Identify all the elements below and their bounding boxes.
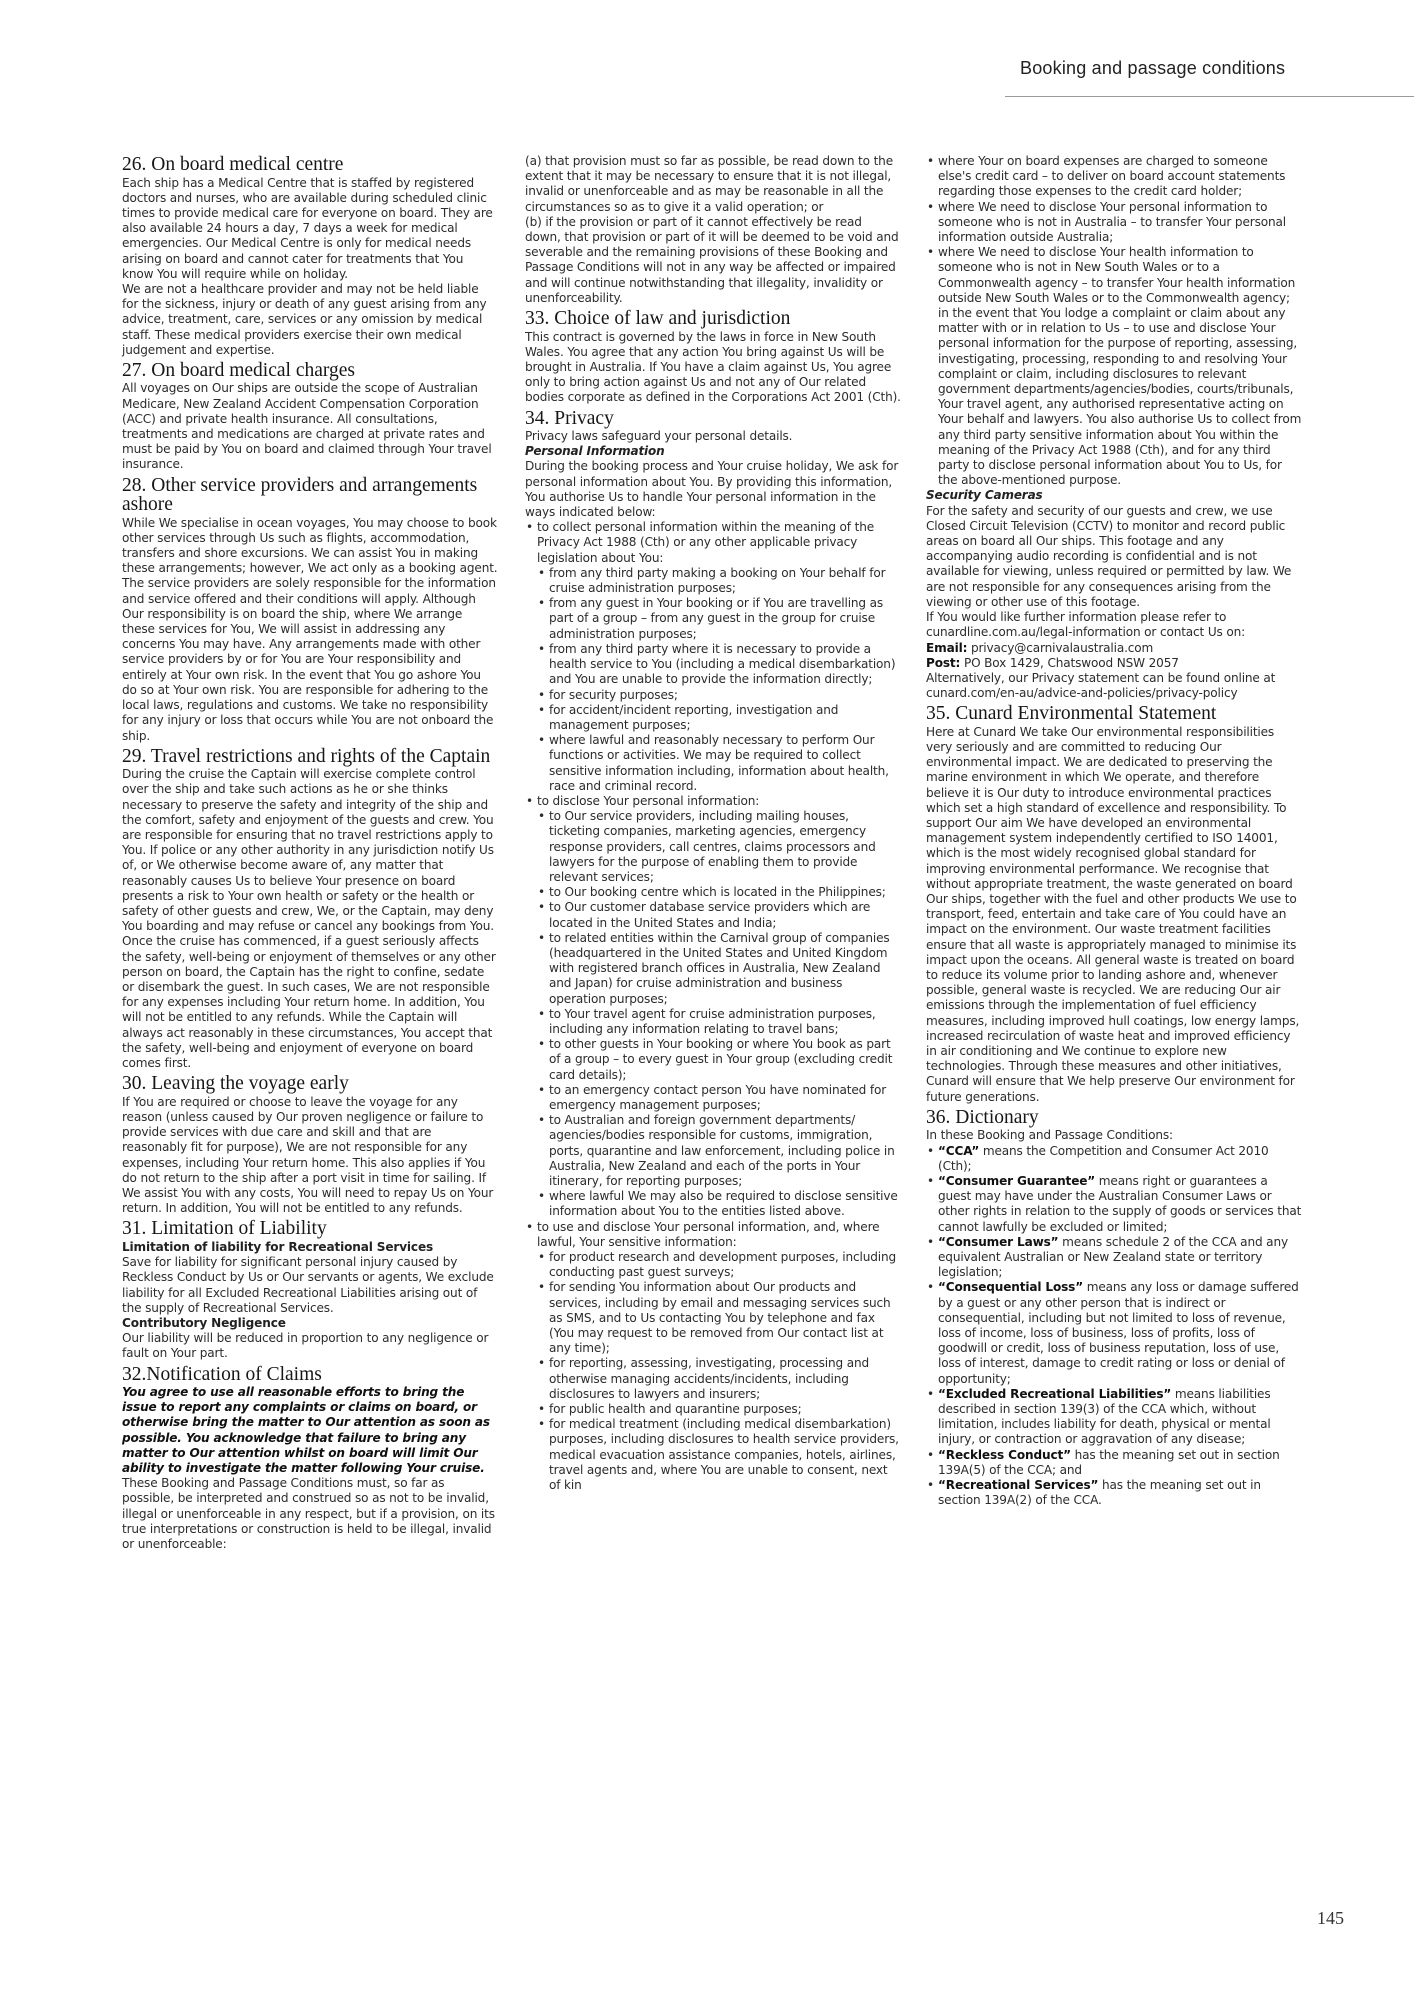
dictionary-term: “Recreational Services” — [938, 1478, 1099, 1493]
list-item — [926, 1280, 1302, 1386]
list-item: • where lawful We may also be required to disclose sensitive information about You to the entities listed above. — [537, 1189, 901, 1219]
section-33-heading: 33. Choice of law and jurisdiction — [525, 308, 791, 330]
list-item: • to Our service providers, including mailing houses, ticketing companies, marketing agencies, emergency response providers, call centres, claims processors and lawyers for the purpose of enabling them to provide relevant services; — [537, 809, 901, 885]
privacy-post-address: PO Box 1429, Chatswood NSW 2057 — [960, 655, 1179, 670]
section-30-heading: 30. Leaving the voyage early — [122, 1073, 349, 1095]
dictionary-definition: means liabilities described in section 139(3) of the CCA which, without limitation, includes liability for death, physical or mental injury, or contraction or aggravation of any disease; — [938, 1386, 1271, 1447]
section-27-paragraph-1: All voyages on Our ships are outside the scope of Australian Medicare, New Zealand Accident Compensation Corporation (ACC) and private health insurance. All consultations, treatments and medications are charged at private rates and must be paid by You on board and claimed through Your travel insurance. — [122, 381, 492, 472]
section-32-emphasis: You agree to use all reasonable efforts to bring the issue to report any complaints or claims on board, or otherwise bring the matter to Our attention as soon as possible. You acknowledge that failure to bring any matter to Our attention whilst on board will limit Our ability to investigate the matter following Your cruise. — [122, 1385, 490, 1476]
section-34-heading: 34. Privacy — [525, 407, 614, 429]
dictionary-definition: has the meaning set out in section 139A(2) of the CCA. — [938, 1478, 1261, 1508]
list-item: • from any third party making a booking on Your behalf for cruise administration purposes; — [537, 566, 901, 596]
list-item: • for security purposes; — [537, 688, 901, 703]
privacy-bullet-disclose: to disclose Your personal information: — [537, 793, 760, 808]
post-label: Post: — [926, 655, 961, 670]
section-34-subheading-security-cameras: Security Cameras — [926, 488, 1043, 503]
list-item — [525, 520, 901, 794]
dictionary-term: “Consumer Guarantee” — [938, 1174, 1096, 1188]
section-30-paragraph-1: If You are required or choose to leave the voyage for any reason (unless caused by Our proven negligence or failure to provide services with due care and skill and that are reasonably fit for purpose), We are not responsible for any expenses, including Your return home. This also applies if You do not return to the ship after a port visit in time for sailing. If We assist You with any costs, You will need to repay Us on Your return. In addition, You will not be entitled to any refunds. — [122, 1094, 494, 1216]
section-32-heading: 32.Notification of Claims — [122, 1363, 322, 1385]
list-item: • for accident/incident reporting, investigation and management purposes; — [537, 703, 901, 733]
privacy-bullet-collect: to collect personal information within the meaning of the Privacy Act 1988 (Cth) or any other applicable privacy legislation about You: — [537, 520, 875, 565]
section-34-paragraph-2: During the booking process and Your cruise holiday, We ask for personal information about You. By providing this information, You authorise Us to handle Your personal information in the ways indicated below: — [525, 459, 899, 520]
header-divider — [1005, 96, 1414, 97]
dictionary-term: “CCA” — [938, 1143, 980, 1158]
section-31-heading: 31. Limitation of Liability — [122, 1218, 327, 1240]
list-item — [926, 1387, 1302, 1448]
section-35-paragraph-1: Here at Cunard We take Our environmental responsibilities very seriously and are committed to reducing Our environmental impact. We are dedicated to preserving the marine environment in which We operate, and therefore believe it is Our duty to introduce environmental practices which set a high standard of excellence and responsibility. To support Our aim We have developed an environmental management system independently certified to ISO 14001, which is the most widely recognised global standard for improving environmental performance. We recognise that without appropriate treatment, the waste generated on board Our ships, together with the fuel and other products We use to transport, feed, entertain and take care of You could have an impact on the environment. Our waste treatment facilities ensure that all waste is appropriately managed to minimise its impact upon the oceans. All general waste is treated on board to reduce its volume prior to landing ashore and, whenever possible, general waste is recycled. We are reducing Our air emissions through the implementation of fuel efficiency measures, including improved hull coatings, low energy lamps, increased recirculation of waste heat and improved efficiency in air conditioning and We continue to explore new technologies. Through these measures and other initiatives, Cunard will ensure that We help preserve Our environment for future generations. — [926, 724, 1300, 1104]
dictionary-definition: means the Competition and Consumer Act 2010 (Cth); — [938, 1143, 1269, 1173]
privacy-post-line — [926, 656, 1302, 671]
dictionary-term: “Consumer Laws” — [938, 1234, 1059, 1249]
dictionary-list — [926, 1144, 1302, 1509]
list-item — [525, 794, 901, 1220]
privacy-bullet-list-continued — [926, 154, 1302, 488]
section-28-paragraph-1: While We specialise in ocean voyages, You may choose to book other services through Us such as flights, accommodation, transfers and shore excursions. We can assist You in making these arrangements; however, We act only as a booking agent. The service providers are solely responsible for the information and service offered and their conditions will apply. Although Our responsibility is on board the ship, where We arrange these services for You, We will assist in addressing any concerns You may have. Any arrangements made with other service providers by or for You are Your responsibility and entirely at Your own risk. In the event that You go ashore You do so at Your own risk. You are responsible for adhering to the local laws, regulations and customs. We take no responsibility for any injury or loss that occurs while You are not onboard the ship. — [122, 515, 498, 743]
section-31-paragraph-2: Our liability will be reduced in proportion to any negligence or fault on Your part. — [122, 1331, 489, 1361]
list-item — [926, 1235, 1302, 1281]
dictionary-definition: means any loss or damage suffered by a guest or any other person that is indirect or consequential, including but not limited to loss of revenue, loss of income, loss of business, loss of profits, loss of goodwill or credit, loss of business reputation, loss of use, loss of interest, damage to credit rating or loss or denial of opportunity; — [938, 1280, 1299, 1386]
section-32-clause-b: (b) if the provision or part of it cannot effectively be read down, that provision or part of it will be deemed to be void and severable and the remaining provisions of these Booking and Passage Conditions will not in any way be affected or impaired and will continue notwithstanding that illegality, invalidity or unenforceability. — [525, 214, 899, 305]
section-34-paragraph-5: Alternatively, our Privacy statement can be found online at cunard.com/en-au/advice-and-policies/privacy-policy — [926, 670, 1276, 701]
list-item: • for reporting, assessing, investigating, processing and otherwise managing accidents/incidents, including disclosures to lawyers and insurers; — [537, 1356, 901, 1402]
privacy-use-sublist — [537, 1250, 901, 1493]
dictionary-definition: has the meaning set out in section 139A(5) of the CCA; and — [938, 1447, 1280, 1477]
section-35-heading: 35. Cunard Environmental Statement — [926, 703, 1217, 725]
dictionary-term: “Excluded Recreational Liabilities” — [938, 1386, 1172, 1401]
section-29-heading: 29. Travel restrictions and rights of the Captain — [122, 745, 491, 767]
list-item: • where Your on board expenses are charged to someone else's credit card – to deliver on board account statements regarding those expenses to the credit card holder; — [926, 154, 1302, 200]
privacy-bullet-use: to use and disclose Your personal information, and, where lawful, Your sensitive information: — [537, 1219, 880, 1249]
list-item — [525, 1220, 901, 1494]
section-34-paragraph-1: Privacy laws safeguard your personal details. — [525, 429, 793, 444]
section-31-paragraph-1: Save for liability for significant personal injury caused by Reckless Conduct by Us or Our servants or agents, We exclude liability for all Excluded Recreational Liabilities arising out of the supply of Recreational Services. — [122, 1255, 494, 1315]
list-item: • for public health and quarantine purposes; — [537, 1402, 901, 1417]
list-item: • to Our booking centre which is located in the Philippines; — [537, 885, 901, 900]
section-34-subheading-personal-information: Personal Information — [525, 444, 665, 459]
list-item — [926, 1144, 1302, 1174]
section-36-heading: 36. Dictionary — [926, 1106, 1039, 1128]
list-item: • for product research and development purposes, including conducting past guest surveys; — [537, 1250, 901, 1280]
section-34-paragraph-3: For the safety and security of our guests and crew, we use Closed Circuit Television (CCTV) to monitor and record public areas on board all Our ships. This footage and any accompanying audio recording is confidential and is not available for viewing, unless required or permitted by law. We are not responsible for any consequences arising from the viewing or other use of this footage. — [926, 503, 1292, 609]
column-3 — [926, 154, 1302, 1508]
privacy-bullet-list — [525, 520, 901, 1493]
dictionary-definition: means right or guarantees a guest may have under the Australian Consumer Laws or other rights in relation to the supply of goods or services that cannot lawfully be excluded or limited; — [938, 1174, 1302, 1234]
section-26-paragraph-2: We are not a healthcare provider and may not be held liable for the sickness, injury or death of any guest arising from any advice, treatment, care, services or any omission by medical staff. These medical providers exercise their own medical judgement and expertise. — [122, 281, 487, 357]
list-item: • where We need to disclose Your personal information to someone who is not in Australia – to transfer Your personal information outside Australia; — [926, 200, 1302, 246]
list-item: • where We need to disclose Your health information to someone who is not in New South Wales or to a Commonwealth agency – to transfer Your health information outside New South Wales or to the Commonwealth agency; in the event that You lodge a complaint or claim about any matter with or in relation to Us – to use and disclose Your personal information for the purpose of reporting, assessing, investigating, processing, responding to and resolving Your complaint or claim, including disclosures to relevant government departments/agencies/bodies, courts/tribunals, Your travel agent, any authorised representative acting on Your behalf and lawyers. You also authorise Us to collect from any third party sensitive information about You within the meaning of the Privacy Act 1988 (Cth), and for any third party to disclose personal information about You to Us, for the above-mentioned purpose. — [926, 245, 1302, 488]
list-item: • to related entities within the Carnival group of companies (headquartered in the United States and United Kingdom with registered branch offices in Australia, New Zealand and Japan) for cruise administration and business operation purposes; — [537, 931, 901, 1007]
section-31-subheading-1: Limitation of liability for Recreational Services — [122, 1239, 434, 1254]
privacy-email-address: privacy@carnivalaustralia.com — [967, 640, 1154, 655]
section-36-paragraph-1: In these Booking and Passage Conditions: — [926, 1128, 1173, 1143]
privacy-disclose-sublist — [537, 809, 901, 1219]
page-number: 145 — [1317, 1908, 1344, 1928]
section-28-heading: 28. Other service providers and arrangements ashore — [122, 474, 478, 516]
list-item — [926, 1478, 1302, 1508]
list-item: • for medical treatment (including medical disembarkation) purposes, including disclosures to health service providers, medical evacuation assistance companies, hotels, airlines, travel agents and, where You are unable to consent, next of kin — [537, 1417, 901, 1493]
list-item: • to Your travel agent for cruise administration purposes, including any information relating to travel bans; — [537, 1007, 901, 1037]
section-26-paragraph-1: Each ship has a Medical Centre that is staffed by registered doctors and nurses, who are available during scheduled clinic times to provide medical care for everyone on board. They are also available 24 hours a day, 7 days a week for medical emergencies. Our Medical Centre is only for medical needs arising on board and cannot cater for treatments that You know You will require while on holiday. — [122, 175, 493, 281]
list-item: • to Our customer database service providers which are located in the United States and India; — [537, 900, 901, 930]
dictionary-definition: means schedule 2 of the CCA and any equivalent Australian or New Zealand state or territory legislation; — [938, 1234, 1288, 1280]
list-item — [926, 1448, 1302, 1478]
section-29-paragraph-1: During the cruise the Captain will exercise complete control over the ship and take such actions as he or she thinks necessary to preserve the safety and integrity of the ship and the comfort, safety and enjoyment of the guests and crew. You are responsible for ensuring that no travel restrictions apply to You. If police or any other authority in any jurisdiction notify Us of, or We otherwise become aware of, any matter that reasonably causes Us to believe Your presence on board presents a risk to Your own health or safety or the health or safety of other guests and crew, We, or the Captain, may deny You boarding and may refuse or cancel any bookings from You. Once the cruise has commenced, if a guest seriously affects the safety, well-being or enjoyment of themselves or any other person on board, the Captain has the right to confine, sedate or disembark the guest. In such cases, We are not responsible for any expenses including Your return home. In addition, You will not be entitled to any refunds. While the Captain will always act reasonably in these circumstances, You accept that the safety, well-being and enjoyment of everyone on board comes first. — [122, 767, 496, 1071]
list-item: • where lawful and reasonably necessary to perform Our functions or activities. We may be required to collect sensitive information including, information about health, race and criminal record. — [537, 733, 901, 794]
section-26-heading: 26. On board medical centre — [122, 154, 344, 175]
list-item: • to an emergency contact person You have nominated for emergency management purposes; — [537, 1083, 901, 1113]
column-2 — [525, 154, 901, 1493]
list-item: • for sending You information about Our products and services, including by email and messaging services such as SMS, and to Us contacting You by telephone and fax (You may request to be removed from Our contact list at any time); — [537, 1280, 901, 1356]
section-31-subheading-2: Contributory Negligence — [122, 1315, 286, 1330]
dictionary-term: “Reckless Conduct” — [938, 1447, 1071, 1462]
email-label: Email: — [926, 640, 968, 655]
list-item: • to Australian and foreign government departments/ agencies/bodies responsible for customs, immigration, ports, quarantine and law enforcement, including police in Australia, New Zealand and each of the ports in Your itinerary, for reporting purposes; — [537, 1113, 901, 1189]
list-item — [926, 1174, 1302, 1235]
dictionary-term: “Consequential Loss” — [938, 1280, 1084, 1295]
header-title: Booking and passage conditions — [1020, 58, 1286, 78]
section-34-paragraph-4: If You would like further information please refer to cunardline.com.au/legal-information or contact Us on: — [926, 610, 1246, 640]
list-item: • to other guests in Your booking or where You book as part of a group – to every guest in Your group (excluding credit card details); — [537, 1037, 901, 1083]
column-1 — [122, 152, 498, 1552]
list-item: • from any third party where it is necessary to provide a health service to You (including a medical disembarkation) and You are unable to provide the information directly; — [537, 642, 901, 688]
section-32-paragraph-1: These Booking and Passage Conditions must, so far as possible, be interpreted and construed so as not to be invalid, illegal or unenforceable in any respect, but if a provision, on its true interpretations or construction is held to be illegal, invalid or unenforceable: — [122, 1476, 495, 1552]
privacy-collect-sublist — [537, 566, 901, 794]
section-27-heading: 27. On board medical charges — [122, 359, 356, 381]
section-33-paragraph-1: This contract is governed by the laws in force in New South Wales. You agree that any action You bring against Us will be brought in Australia. If You have a claim against Us, You agree only to bring action against Us and not any of Our related bodies corporate as defined in the Corporations Act 2001 (Cth). — [525, 329, 901, 405]
section-32-clause-a: (a) that provision must so far as possible, be read down to the extent that it may be necessary to ensure that it is not illegal, invalid or unenforceable and as may be reasonable in all the circumstances so as to give it a valid operation; or — [525, 154, 893, 214]
privacy-email-line — [926, 641, 1302, 656]
list-item: • from any guest in Your booking or if You are travelling as part of a group – from any guest in the group for cruise administration purposes; — [537, 596, 901, 642]
